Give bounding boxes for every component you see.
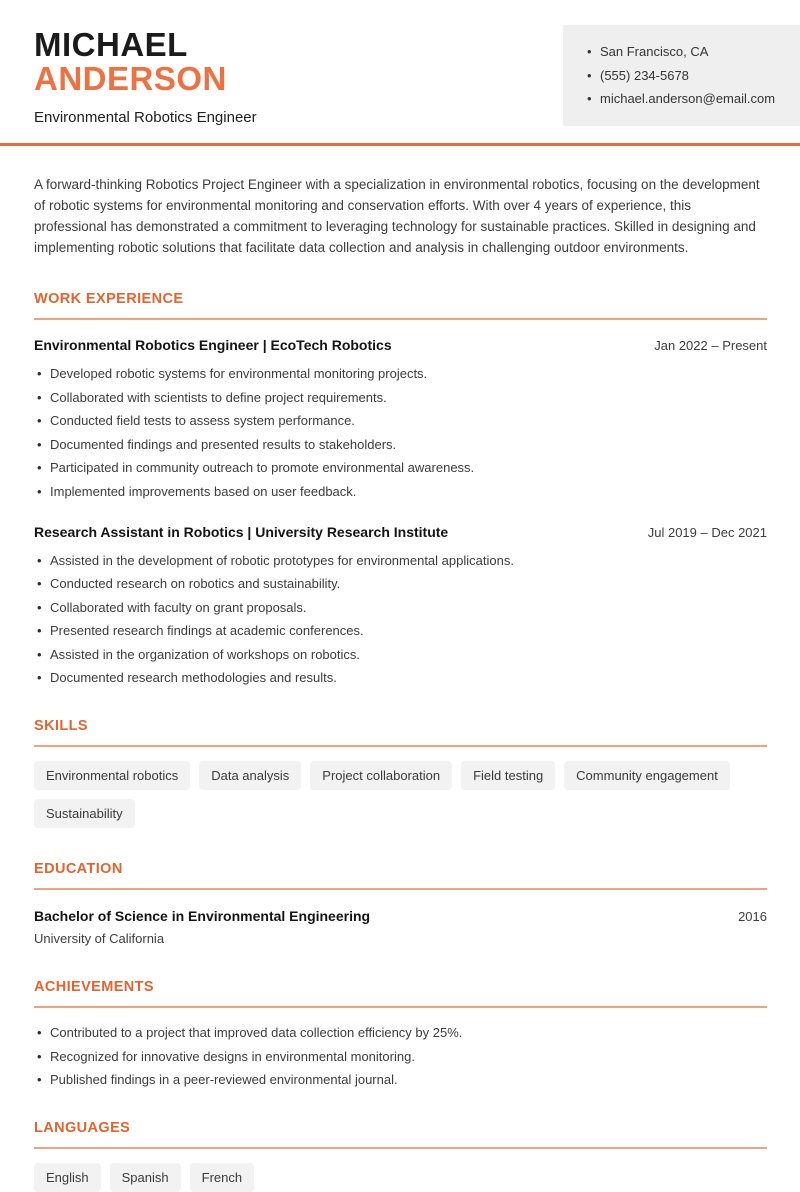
section-title-languages: LANGUAGES xyxy=(34,1120,767,1149)
education-header xyxy=(34,908,767,924)
education-entry xyxy=(34,908,767,946)
job-title-company: Environmental Robotics Engineer | EcoTech Robotics xyxy=(34,337,392,353)
bullet-item: • Contributed to a project that improved data collection efficiency by 25%. xyxy=(34,1025,767,1040)
section-work-experience xyxy=(34,291,767,685)
skill-tag: Data analysis xyxy=(199,761,301,790)
achievements-list xyxy=(34,1025,767,1087)
section-title-work-experience: WORK EXPERIENCE xyxy=(34,291,767,320)
bullet-item: • Recognized for innovative designs in environmental monitoring. xyxy=(34,1049,767,1064)
candidate-role: Environmental Robotics Engineer xyxy=(34,109,257,126)
job-entry-university xyxy=(34,524,767,686)
contact-card xyxy=(563,25,800,126)
skill-tag: Environmental robotics xyxy=(34,761,190,790)
bullet-item: • Conducted research on robotics and sustainability. xyxy=(34,576,767,591)
skill-tag: Sustainability xyxy=(34,799,135,828)
section-title-skills: SKILLS xyxy=(34,718,767,747)
name-block xyxy=(34,25,257,126)
skill-tag: Field testing xyxy=(461,761,555,790)
job-duties-list xyxy=(34,366,767,499)
degree-title: Bachelor of Science in Environmental Engineering xyxy=(34,908,371,924)
bullet-item: • Documented research methodologies and results. xyxy=(34,670,767,685)
section-title-education: EDUCATION xyxy=(34,861,767,890)
bullet-item: • Conducted field tests to assess system performance. xyxy=(34,413,767,428)
job-duties-list xyxy=(34,553,767,686)
first-name: MICHAEL xyxy=(34,26,188,63)
language-tag: Spanish xyxy=(110,1163,181,1192)
section-achievements xyxy=(34,979,767,1087)
header-divider xyxy=(0,143,800,146)
summary-paragraph: A forward-thinking Robotics Project Engineer with a specialization in environmental robotics, focusing on the development of robotic systems for environmental monitoring and conservation efforts. With over 4 years of experience, this professional has demonstrated a commitment to leveraging technology for sustainable practices. Skilled in designing and implementing robotic solutions that facilitate data collection and analysis in challenging outdoor environments. xyxy=(34,177,760,255)
skills-tag-list xyxy=(34,761,767,828)
bullet-item: • Implemented improvements based on user feedback. xyxy=(34,484,767,499)
skill-tag: Community engagement xyxy=(564,761,730,790)
section-title-achievements: ACHIEVEMENTS xyxy=(34,979,767,1008)
job-entry-ecotech xyxy=(34,337,767,499)
bullet-item: • Participated in community outreach to promote environmental awareness. xyxy=(34,460,767,475)
job-header xyxy=(34,524,767,540)
school-name: University of California xyxy=(34,931,165,946)
graduation-year: 2016 xyxy=(738,909,767,924)
candidate-name xyxy=(34,28,257,96)
contact-list xyxy=(587,40,784,111)
section-education xyxy=(34,861,767,946)
bullet-item: • Assisted in the development of robotic prototypes for environmental applications. xyxy=(34,553,767,568)
contact-location: • San Francisco, CA xyxy=(587,40,784,64)
language-tag: French xyxy=(190,1163,254,1192)
bullet-item: • Developed robotic systems for environmental monitoring projects. xyxy=(34,366,767,381)
bullet-item: • Presented research findings at academic conferences. xyxy=(34,623,767,638)
job-header xyxy=(34,337,767,353)
job-dates: Jan 2022 – Present xyxy=(654,338,767,353)
job-title-company: Research Assistant in Robotics | University Research Institute xyxy=(34,523,449,540)
last-name: ANDERSON xyxy=(34,60,227,97)
language-tag: English xyxy=(34,1163,101,1192)
bullet-item: • Collaborated with faculty on grant proposals. xyxy=(34,600,767,615)
resume-body xyxy=(0,174,800,1192)
bullet-item: • Assisted in the organization of workshops on robotics. xyxy=(34,647,767,662)
bullet-item: • Collaborated with scientists to define project requirements. xyxy=(34,390,767,405)
contact-email: • michael.anderson@email.com xyxy=(587,87,784,111)
job-dates: Jul 2019 – Dec 2021 xyxy=(647,524,767,540)
bullet-item: • Documented findings and presented results to stakeholders. xyxy=(34,437,767,452)
section-skills xyxy=(34,718,767,828)
languages-tag-list xyxy=(34,1163,767,1192)
section-languages xyxy=(34,1120,767,1192)
bullet-item: • Published findings in a peer-reviewed environmental journal. xyxy=(34,1072,767,1087)
contact-phone: • (555) 234-5678 xyxy=(587,64,784,88)
skill-tag: Project collaboration xyxy=(310,761,452,790)
resume-header xyxy=(0,0,800,126)
